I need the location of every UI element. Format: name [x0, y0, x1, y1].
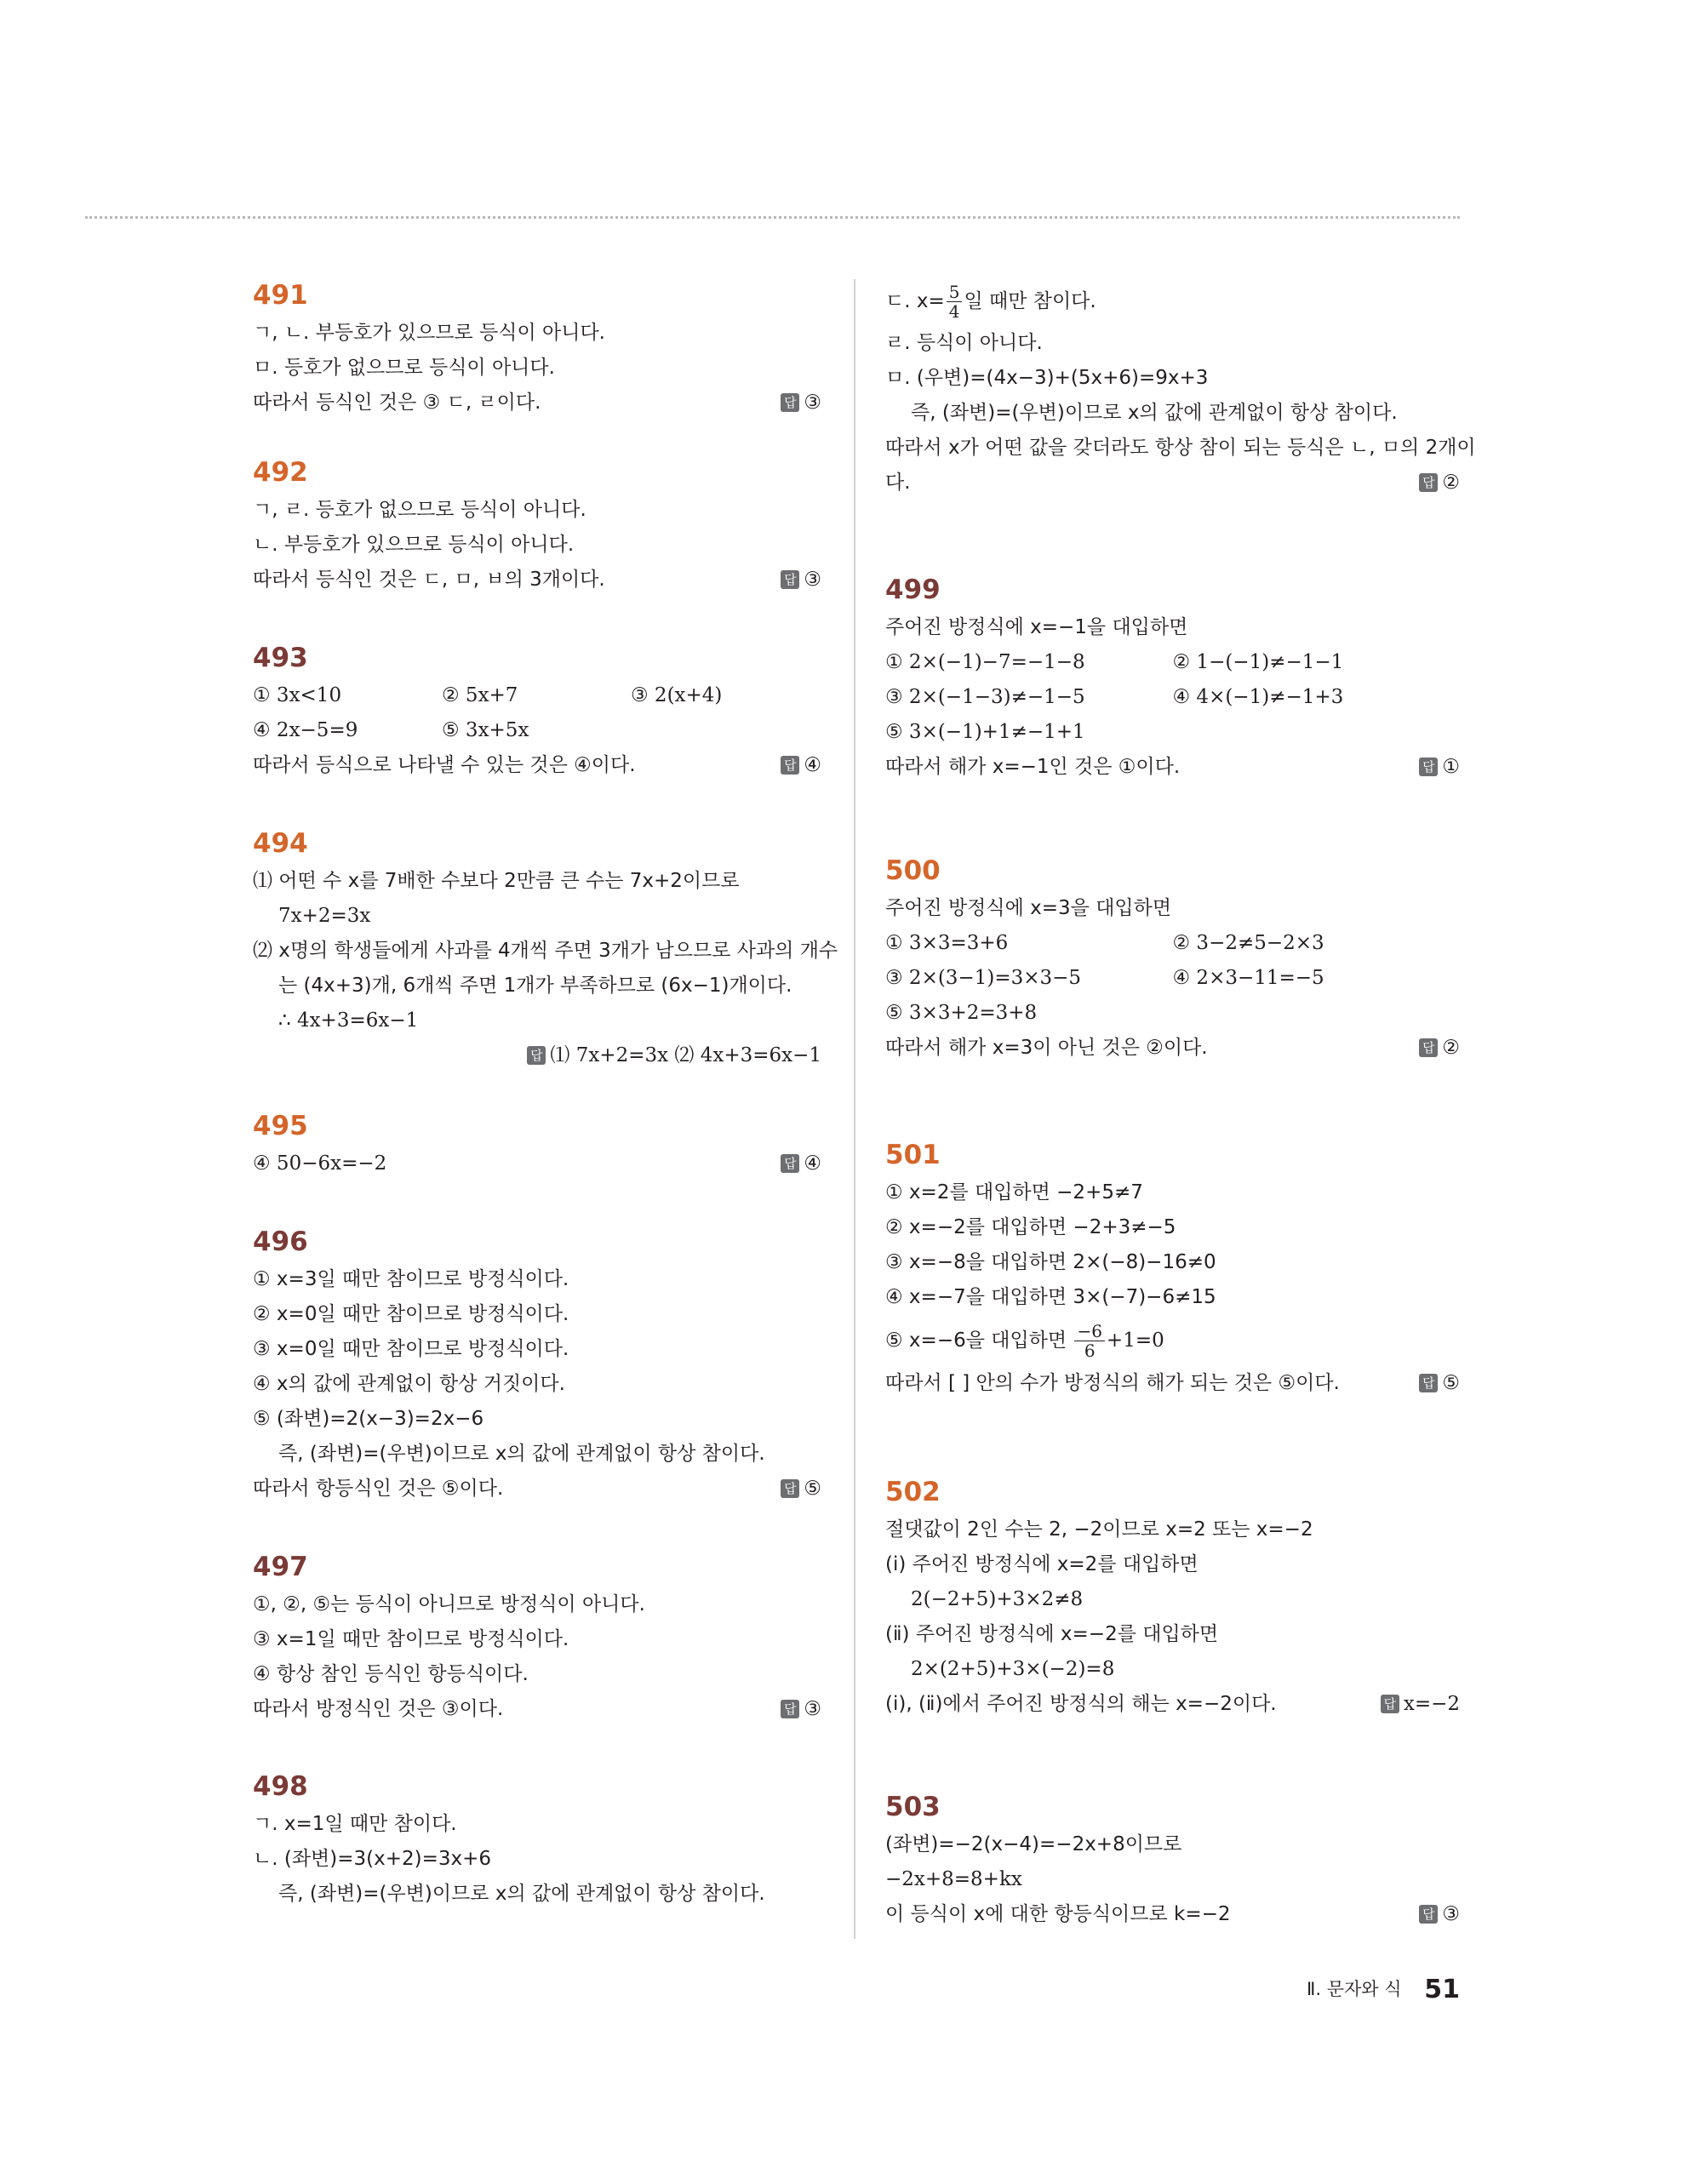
solution-line — [253, 1146, 821, 1181]
fraction-denominator: 4 — [948, 301, 960, 322]
option: ④ 2x−5=9 — [253, 719, 358, 741]
solution-line — [885, 1031, 1460, 1066]
solution-line: ④ x=−7을 대입하면 3×(−7)−6≠15 — [885, 1286, 1216, 1308]
solution-text: ④ 50−6x=−2 — [253, 1152, 387, 1175]
solution-line: ⑤ (좌변)=2(x−3)=2x−6 — [253, 1408, 484, 1430]
solution-line: ⑴ 어떤 수 x를 7배한 수보다 2만큼 큰 수는 7x+2이므로 — [253, 870, 740, 892]
problem-number: 494 — [253, 828, 308, 859]
solution-line: ①, ②, ⑤는 등식이 아니므로 방정식이 아니다. — [253, 1593, 645, 1615]
problem-496 — [253, 1223, 821, 1548]
problem-number: 498 — [253, 1771, 308, 1802]
solution-line — [253, 1472, 821, 1507]
answer — [527, 1038, 821, 1073]
answer-value: ③ — [804, 569, 821, 591]
answer-value: x=−2 — [1403, 1693, 1460, 1715]
options-row — [885, 680, 1460, 715]
problem-499 — [885, 571, 1460, 852]
solution-line: ① x=2를 대입하면 −2+5≠7 — [885, 1181, 1143, 1203]
page-number: 51 — [1424, 1975, 1460, 2004]
answer — [1419, 1897, 1460, 1932]
fraction-numerator: −6 — [1074, 1322, 1104, 1341]
option: ⑤ 3×3+2=3+8 — [885, 1002, 1038, 1024]
solution-line — [885, 277, 1460, 326]
column-divider — [854, 279, 855, 1939]
solution-text: 따라서 해가 x=3이 아닌 것은 ②이다. — [885, 1037, 1208, 1059]
solution-text: 따라서 등식으로 나타낼 수 있는 것은 ④이다. — [253, 754, 636, 776]
solution-line: 7x+2=3x — [278, 905, 371, 927]
answer-value: ⑴ 7x+2=3x ⑵ 4x+3=6x−1 — [550, 1044, 821, 1066]
solution-line: (좌변)=−2(x−4)=−2x+8이므로 — [885, 1833, 1182, 1855]
options-row — [253, 678, 821, 713]
problem-500 — [885, 852, 1460, 1136]
answer — [781, 386, 821, 420]
solution-line: ⑵ x명의 학생들에게 사과를 4개씩 주면 3개가 남으므로 사과의 개수 — [253, 940, 838, 962]
problem-497 — [253, 1548, 821, 1768]
solution-line — [885, 466, 1460, 500]
solution-line — [885, 1366, 1460, 1401]
solution-text: 따라서 [ ] 안의 수가 방정식의 해가 되는 것은 ⑤이다. — [885, 1372, 1340, 1394]
option: ⑤ 3×(−1)+1≠−1+1 — [885, 721, 1085, 743]
problem-491 — [253, 277, 821, 454]
answer — [781, 1472, 821, 1507]
answer — [1419, 1366, 1460, 1401]
solution-line — [885, 750, 1460, 785]
solution-line: 2×(2+5)+3×(−2)=8 — [911, 1658, 1115, 1680]
solution-text: 일 때만 참이다. — [964, 290, 1096, 312]
answer-value: ③ — [804, 392, 821, 414]
answer-icon: 답 — [1419, 473, 1438, 492]
solution-text: +1=0 — [1106, 1329, 1164, 1352]
answer-icon: 답 — [781, 1479, 799, 1498]
option: ③ 2×(−1−3)≠−1−5 — [885, 686, 1085, 708]
top-dotted-rule — [85, 216, 1460, 219]
solution-line: ㄹ. 등식이 아니다. — [885, 332, 1043, 354]
answer-value: ④ — [804, 754, 821, 776]
problem-number: 503 — [885, 1792, 941, 1822]
answer-icon: 답 — [1381, 1695, 1399, 1713]
solution-line: ② x=−2를 대입하면 −2+3≠−5 — [885, 1216, 1176, 1238]
option: ② 3−2≠5−2×3 — [1172, 932, 1324, 954]
problem-498 — [253, 1768, 821, 1912]
answer-value: ① — [1442, 756, 1460, 778]
answer — [1419, 1031, 1460, 1066]
problem-494 — [253, 825, 838, 1107]
option: ② 1−(−1)≠−1−1 — [1172, 651, 1344, 673]
answer-icon: 답 — [781, 570, 799, 589]
solution-line — [885, 1687, 1460, 1722]
fraction-denominator: 6 — [1084, 1341, 1096, 1361]
option: ② 5x+7 — [442, 684, 518, 706]
solution-text: 따라서 등식인 것은 ③ ㄷ, ㄹ이다. — [253, 392, 541, 414]
option: ③ 2(x+4) — [631, 684, 723, 706]
solution-line: (ⅰ) 주어진 방정식에 x=2를 대입하면 — [885, 1553, 1199, 1575]
solution-text: 이 등식이 x에 대한 항등식이므로 k=−2 — [885, 1903, 1231, 1925]
answer-icon: 답 — [781, 1154, 799, 1173]
solution-line: ㅁ. (우변)=(4x−3)+(5x+6)=9x+3 — [885, 367, 1209, 389]
solution-line: 는 (4x+3)개, 6개씩 주면 1개가 부족하므로 (6x−1)개이다. — [278, 975, 792, 997]
solution-line: 2(−2+5)+3×2≠8 — [911, 1588, 1084, 1610]
problem-number: 499 — [885, 575, 941, 605]
options-row — [885, 645, 1460, 680]
answer-icon: 답 — [781, 1700, 799, 1718]
answer-icon: 답 — [781, 393, 799, 412]
problem-number: 497 — [253, 1552, 308, 1582]
solution-text: ⑤ x=−6을 대입하면 — [885, 1329, 1067, 1352]
right-column — [885, 277, 1476, 1932]
options-row — [885, 926, 1460, 961]
section-title: Ⅱ. 문자와 식 — [1307, 1979, 1402, 1999]
problem-number: 500 — [885, 855, 941, 886]
problem-number: 501 — [885, 1140, 941, 1170]
fraction — [947, 283, 963, 321]
solution-line: 즉, (좌변)=(우변)이므로 x의 값에 관계없이 항상 참이다. — [911, 402, 1398, 424]
solution-line — [253, 1692, 821, 1727]
problem-502 — [885, 1473, 1460, 1788]
page-footer — [1307, 1975, 1460, 2004]
option: ① 3×3=3+6 — [885, 932, 1009, 954]
answer-value: ④ — [804, 1152, 821, 1175]
solution-line: 주어진 방정식에 x=−1을 대입하면 — [885, 616, 1188, 638]
solution-text: 따라서 등식인 것은 ㄷ, ㅁ, ㅂ의 3개이다. — [253, 569, 605, 591]
answer — [781, 1692, 821, 1727]
answer — [781, 1146, 821, 1181]
answer-value: ⑤ — [1442, 1372, 1460, 1394]
solution-text: 따라서 해가 x=−1인 것은 ①이다. — [885, 756, 1181, 778]
solution-line: ㅁ. 등호가 없으므로 등식이 아니다. — [253, 357, 555, 379]
solution-line: ③ x=−8을 대입하면 2×(−8)−16≠0 — [885, 1251, 1216, 1273]
answer-icon: 답 — [781, 756, 799, 775]
problem-493 — [253, 639, 821, 825]
fraction-numerator: 5 — [947, 283, 963, 302]
solution-line: ∴ 4x+3=6x−1 — [278, 1009, 419, 1032]
answer-value: ③ — [804, 1698, 821, 1720]
solution-line: 즉, (좌변)=(우변)이므로 x의 값에 관계없이 항상 참이다. — [278, 1443, 765, 1465]
solution-line: ② x=0일 때만 참이므로 방정식이다. — [253, 1303, 569, 1325]
answer-value: ⑤ — [804, 1478, 821, 1500]
option: ④ 2×3−11=−5 — [1172, 967, 1324, 989]
problem-501 — [885, 1136, 1460, 1473]
answer-icon: 답 — [1419, 1374, 1438, 1392]
problem-number: 492 — [253, 457, 308, 488]
solution-line: ㄱ, ㄹ. 등호가 없으므로 등식이 아니다. — [253, 499, 586, 521]
solution-line: ㄴ. 부등호가 있으므로 등식이 아니다. — [253, 534, 575, 556]
problem-492 — [253, 454, 821, 639]
solution-line: ① x=3일 때만 참이므로 방정식이다. — [253, 1268, 569, 1290]
solution-text: ㄷ. x= — [885, 290, 945, 312]
answer-icon: 답 — [1419, 1038, 1438, 1057]
answer-icon: 답 — [1419, 1905, 1438, 1924]
solution-line: ㄱ. x=1일 때만 참이다. — [253, 1813, 457, 1835]
problem-number: 491 — [253, 280, 308, 311]
solution-line: 절댓값이 2인 수는 2, −2이므로 x=2 또는 x=−2 — [885, 1518, 1313, 1541]
solution-line: (ⅱ) 주어진 방정식에 x=−2를 대입하면 — [885, 1623, 1219, 1645]
fraction — [1074, 1322, 1104, 1360]
option: ① 2×(−1)−7=−1−8 — [885, 651, 1085, 673]
solution-text: 따라서 방정식인 것은 ③이다. — [253, 1698, 504, 1720]
problem-number: 493 — [253, 643, 308, 673]
answer — [1419, 466, 1460, 500]
answer — [781, 563, 821, 597]
solution-line — [885, 1897, 1460, 1932]
solution-line — [253, 748, 821, 783]
solution-line: ④ x의 값에 관계없이 항상 거짓이다. — [253, 1373, 565, 1395]
solution-text: 따라서 항등식인 것은 ⑤이다. — [253, 1478, 504, 1500]
problem-number: 495 — [253, 1111, 308, 1141]
options-row — [253, 713, 821, 748]
left-column — [253, 277, 838, 1912]
solution-text: 다. — [885, 472, 911, 494]
problem-503 — [885, 1788, 1460, 1932]
answer-value: ③ — [1442, 1903, 1460, 1925]
solution-line: ㄴ. (좌변)=3(x+2)=3x+6 — [253, 1848, 492, 1870]
answer-value: ② — [1442, 1037, 1460, 1059]
problem-number: 502 — [885, 1477, 941, 1507]
answer — [1381, 1687, 1460, 1722]
problem-number: 496 — [253, 1226, 308, 1257]
solution-line: −2x+8=8+kx — [885, 1868, 1022, 1890]
problem-498-continued — [885, 277, 1476, 571]
solution-line — [253, 386, 821, 420]
options-row — [885, 961, 1460, 996]
solution-line: ㄱ, ㄴ. 부등호가 있으므로 등식이 아니다. — [253, 322, 605, 344]
option: ④ 4×(−1)≠−1+3 — [1172, 686, 1344, 708]
answer-icon: 답 — [527, 1046, 546, 1065]
solution-line: ③ x=0일 때만 참이므로 방정식이다. — [253, 1338, 569, 1360]
solution-line: 즉, (좌변)=(우변)이므로 x의 값에 관계없이 항상 참이다. — [278, 1883, 765, 1905]
problem-495 — [253, 1107, 821, 1223]
solution-line: 주어진 방정식에 x=3을 대입하면 — [885, 897, 1172, 919]
answer-value: ② — [1442, 472, 1460, 494]
solution-line: 따라서 x가 어떤 값을 갖더라도 항상 참이 되는 등식은 ㄴ, ㅁ의 2개이 — [885, 437, 1476, 459]
solution-line: ④ 항상 참인 등식인 항등식이다. — [253, 1663, 529, 1685]
option: ③ 2×(3−1)=3×3−5 — [885, 967, 1082, 989]
option: ⑤ 3x+5x — [442, 719, 529, 741]
solution-line: ③ x=1일 때만 참이므로 방정식이다. — [253, 1628, 569, 1650]
option: ① 3x<10 — [253, 684, 342, 706]
answer-icon: 답 — [1419, 758, 1438, 776]
solution-line — [253, 563, 821, 597]
answer — [781, 748, 821, 783]
answer — [1419, 750, 1460, 785]
solution-text: (ⅰ), (ⅱ)에서 주어진 방정식의 해는 x=−2이다. — [885, 1693, 1277, 1715]
solution-line — [885, 1315, 1460, 1366]
